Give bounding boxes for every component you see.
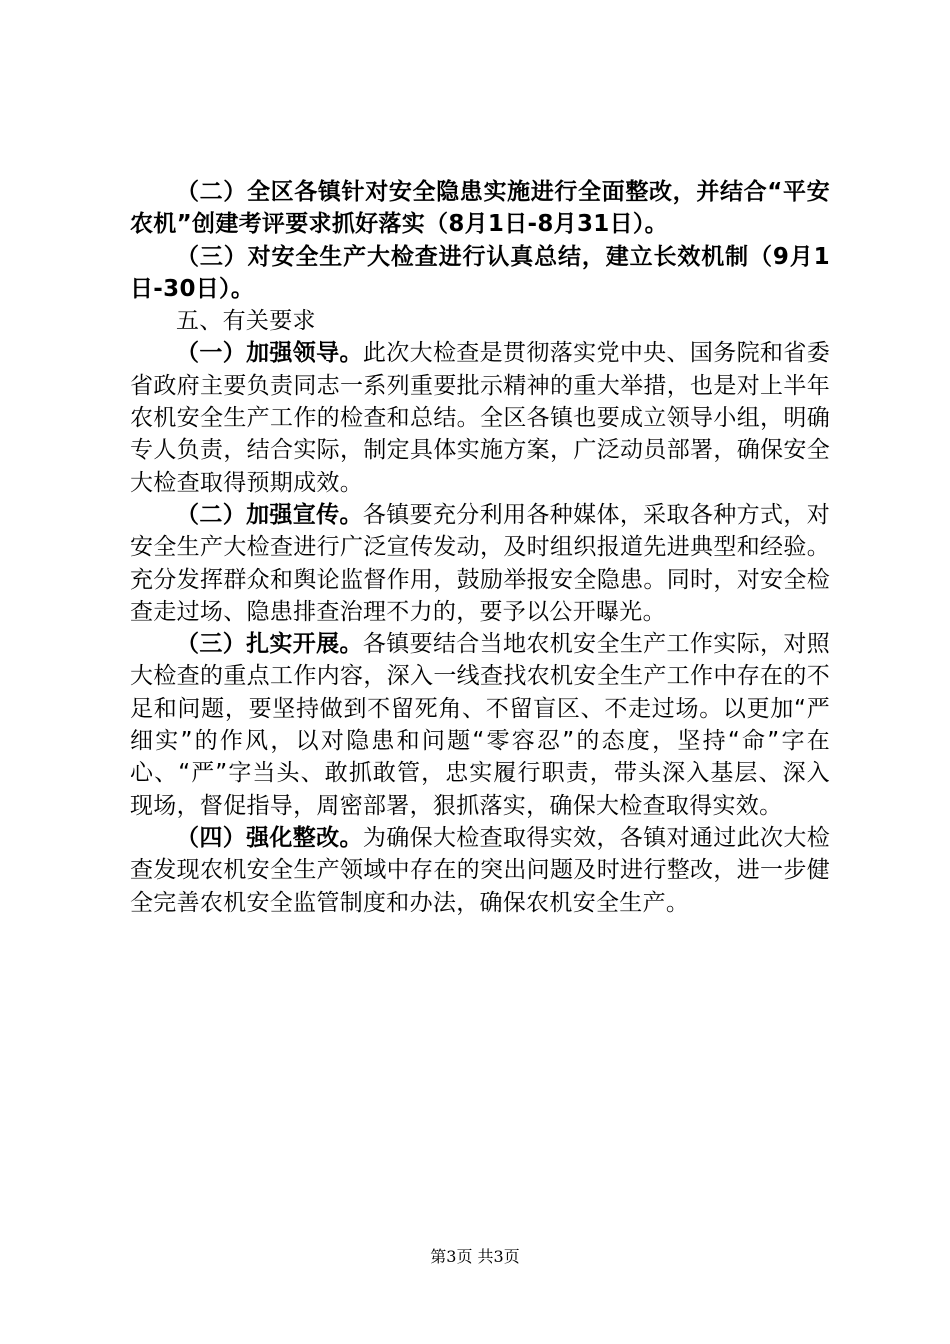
paragraph-summary bbox=[130, 241, 830, 306]
paragraph-text: （三）对安全生产大检查进行认真总结，建立长效机制（9月1日-30日）。 bbox=[130, 243, 830, 302]
paragraph-rectify-strengthen bbox=[130, 822, 830, 919]
paragraph-rectification bbox=[130, 176, 830, 241]
paragraph-text: 为确保大检查取得实效，各镇对通过此次大检查发现农机安全生产领域中存在的突出问题及时进行整改，进一步健全完善农机安全监管制度和办法，确保农机安全生产。 bbox=[130, 824, 830, 916]
page-footer: 第3页 共3页 bbox=[430, 1247, 520, 1266]
paragraph-text: 此次大检查是贯彻落实党中央、国务院和省委省政府主要负责同志一系列重要批示精神的重大举措，也是对上半年农机安全生产工作的检查和总结。全区各镇也要成立领导小组，明确专人负责，结合实际，制定具体实施方案，广泛动员部署，确保安全大检查取得预期成效。 bbox=[130, 340, 830, 496]
paragraph-text: 各镇要结合当地农机安全生产工作实际，对照大检查的重点工作内容，深入一线查找农机安全生产工作中存在的不足和问题，要坚持做到不留死角、不留盲区、不走过场。以更加“严细实”的作风，以对隐患和问题“零容忍”的态度，坚持“命”字在心、“严”字当头、敢抓敢管，忠实履行职责，带头深入基层、深入现场，督促指导，周密部署，狠抓落实，确保大检查取得实效。 bbox=[130, 631, 830, 819]
paragraph-text: 五、有关要求 bbox=[176, 308, 316, 335]
paragraph-lead: （二）加强宣传。 bbox=[176, 501, 363, 528]
paragraph-text: 各镇要充分利用各种媒体，采取各种方式，对安全生产大检查进行广泛宣传发动，及时组织报道先进典型和经验。充分发挥群众和舆论监督作用，鼓励举报安全隐患。同时，对安全检查走过场、隐患排查治理不力的，要予以公开曝光。 bbox=[130, 501, 830, 625]
paragraph-leadership bbox=[130, 337, 830, 498]
document-body bbox=[130, 176, 830, 919]
paragraph-implementation bbox=[130, 628, 830, 822]
paragraph-text: （二）全区各镇针对安全隐患实施进行全面整改，并结合“平安农机”创建考评要求抓好落实（8月1日-8月31日）。 bbox=[130, 179, 830, 238]
paragraph-lead: （三）扎实开展。 bbox=[176, 631, 363, 658]
paragraph-publicity bbox=[130, 499, 830, 628]
section-heading-requirements bbox=[130, 305, 830, 337]
paragraph-lead: （一）加强领导。 bbox=[176, 340, 363, 367]
paragraph-lead: （四）强化整改。 bbox=[176, 824, 363, 851]
